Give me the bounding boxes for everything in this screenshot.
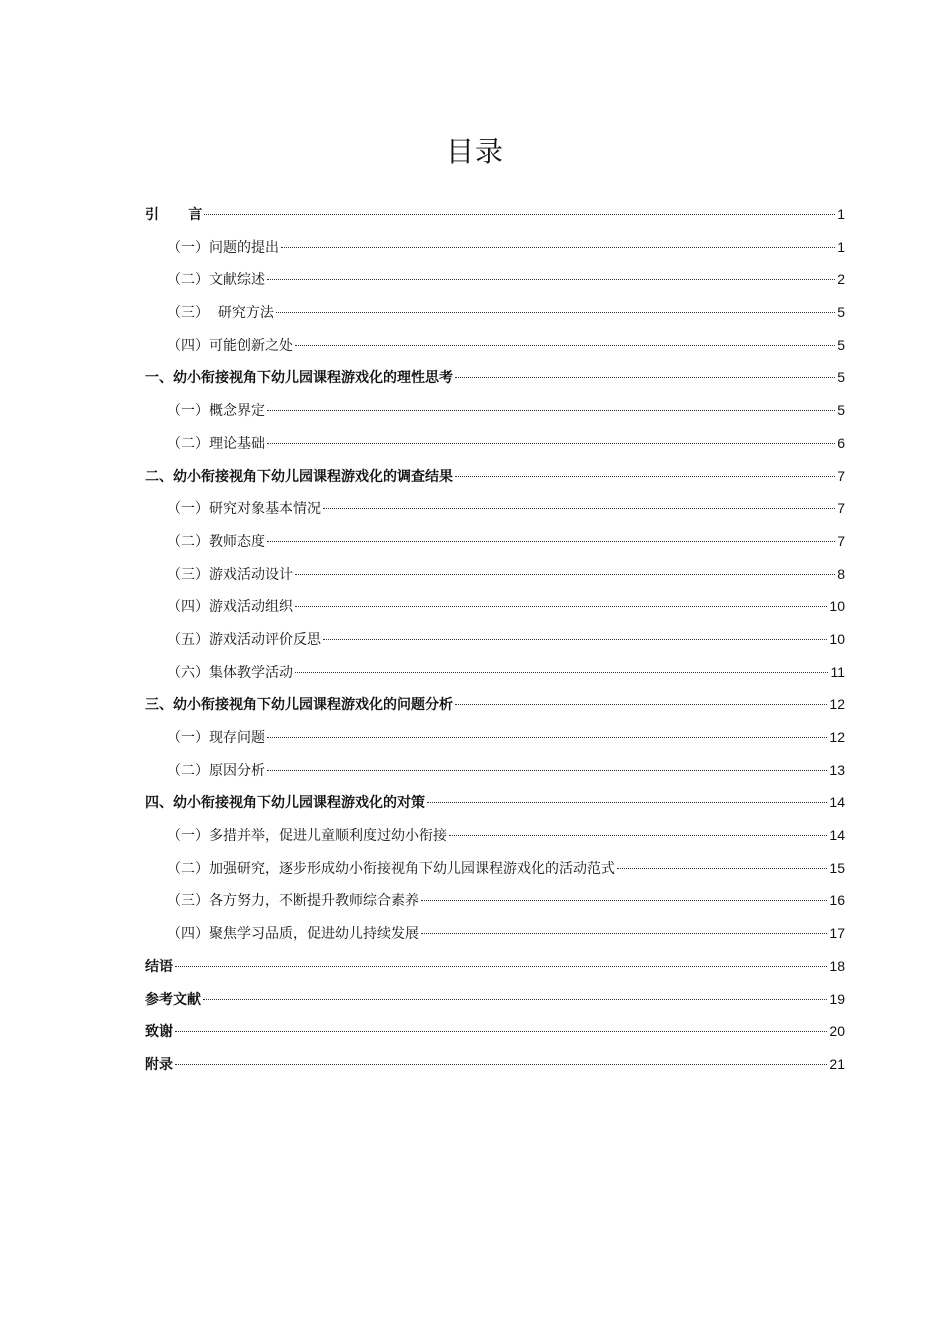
- toc-entry[interactable]: [145, 852, 845, 885]
- dot-leader: [267, 279, 835, 280]
- toc-entry[interactable]: [145, 394, 845, 427]
- toc-entry-label: （二）原因分析: [167, 762, 265, 779]
- dot-leader: [276, 312, 835, 313]
- toc-entry-page-number: 5: [837, 304, 845, 321]
- dot-leader: [427, 802, 827, 803]
- toc-entry[interactable]: [145, 754, 845, 787]
- toc-entry-page-number: 11: [830, 663, 845, 680]
- toc-entry-label: （四）聚焦学习品质，促进幼儿持续发展: [167, 926, 419, 943]
- toc-entry-page-number: 12: [829, 696, 845, 713]
- toc-entry[interactable]: [145, 884, 845, 917]
- toc-entry-label: 引 言: [145, 207, 203, 223]
- toc-entry-page-number: 12: [829, 729, 845, 745]
- dot-leader: [455, 704, 827, 705]
- toc-entry[interactable]: [145, 460, 845, 493]
- toc-entry-page-number: 10: [829, 630, 845, 647]
- toc-entry-page-number: 17: [829, 925, 845, 942]
- toc-entry[interactable]: [145, 296, 845, 329]
- toc-entry-label: （一）多措并举，促进儿童顺利度过幼小衔接: [167, 828, 447, 845]
- toc-entry-page-number: 7: [837, 500, 845, 517]
- toc-entry[interactable]: [145, 623, 845, 656]
- dot-leader: [175, 1031, 827, 1032]
- toc-entry-page-number: 1: [837, 206, 845, 222]
- toc-entry-label: （五）游戏活动评价反思: [167, 631, 321, 648]
- toc-entry-page-number: 2: [837, 271, 845, 288]
- toc-entry-label: 一、幼小衔接视角下幼儿园课程游戏化的理性思考: [145, 370, 453, 387]
- toc-entry[interactable]: [145, 1015, 845, 1048]
- toc-entry-page-number: 21: [829, 1055, 845, 1072]
- toc-entry-page-number: 5: [837, 402, 845, 419]
- toc-entry-page-number: 14: [829, 794, 845, 811]
- toc-entry-label: 结语: [145, 958, 173, 975]
- dot-leader: [295, 574, 835, 575]
- toc-entry[interactable]: [145, 983, 845, 1016]
- toc-entry[interactable]: [145, 329, 845, 362]
- toc-entry-label: （六）集体教学活动: [167, 664, 293, 681]
- toc-entry-page-number: 7: [837, 467, 845, 484]
- toc-entry-page-number: 7: [837, 532, 845, 549]
- toc-entry-label: （四）可能创新之处: [167, 337, 293, 354]
- toc-title: 目录: [445, 135, 504, 168]
- toc-entry[interactable]: [145, 721, 845, 754]
- toc-entry[interactable]: [145, 917, 845, 950]
- toc-entry-label: （一）概念界定: [167, 403, 265, 420]
- dot-leader: [455, 377, 835, 378]
- toc-entry-label: 二、幼小衔接视角下幼儿园课程游戏化的调查结果: [145, 468, 453, 485]
- toc-entry-label: （三） 研究方法: [167, 305, 274, 322]
- toc-entry[interactable]: [145, 786, 845, 819]
- toc-entry[interactable]: [145, 558, 845, 591]
- toc-entry-page-number: 5: [837, 369, 845, 386]
- toc-entry-label: （三）各方努力，不断提升教师综合素养: [167, 893, 419, 910]
- dot-leader: [295, 672, 828, 673]
- dot-leader: [323, 639, 827, 640]
- dot-leader: [267, 770, 827, 771]
- table-of-contents: [145, 198, 845, 1081]
- toc-entry-page-number: 14: [829, 827, 845, 844]
- toc-entry[interactable]: [145, 263, 845, 296]
- toc-entry-label: （一）问题的提出: [167, 239, 279, 256]
- toc-entry-page-number: 10: [829, 598, 845, 615]
- toc-entry[interactable]: [145, 590, 845, 623]
- toc-entry-page-number: 6: [837, 434, 845, 451]
- dot-leader: [267, 443, 835, 444]
- toc-entry-page-number: 13: [829, 761, 845, 778]
- toc-entry[interactable]: [145, 819, 845, 852]
- dot-leader: [204, 214, 835, 215]
- toc-entry-label: （二）理论基础: [167, 435, 265, 452]
- toc-entry-page-number: 8: [837, 565, 845, 582]
- dot-leader: [421, 933, 827, 934]
- dot-leader: [175, 1064, 827, 1065]
- dot-leader: [323, 508, 835, 509]
- toc-entry[interactable]: [145, 525, 845, 558]
- toc-entry-label: 三、幼小衔接视角下幼儿园课程游戏化的问题分析: [145, 697, 453, 714]
- dot-leader: [295, 345, 835, 346]
- dot-leader: [455, 476, 835, 477]
- toc-entry[interactable]: [145, 231, 845, 264]
- toc-entry-page-number: 1: [837, 238, 845, 255]
- toc-entry[interactable]: [145, 688, 845, 721]
- toc-entry[interactable]: [145, 361, 845, 394]
- toc-entry[interactable]: [145, 656, 845, 689]
- toc-entry-page-number: 16: [829, 892, 845, 909]
- toc-entry-label: （三）游戏活动设计: [167, 566, 293, 583]
- toc-entry[interactable]: [145, 198, 845, 231]
- toc-entry-page-number: 15: [829, 859, 845, 876]
- toc-entry-label: （一）研究对象基本情况: [167, 501, 321, 518]
- dot-leader: [267, 541, 835, 542]
- toc-entry[interactable]: [145, 1048, 845, 1081]
- toc-entry-label: （二）加强研究，逐步形成幼小衔接视角下幼儿园课程游戏化的活动范式: [167, 860, 615, 877]
- toc-entry-page-number: 20: [829, 1023, 845, 1040]
- toc-entry-label: 四、幼小衔接视角下幼儿园课程游戏化的对策: [145, 795, 425, 812]
- dot-leader: [175, 966, 827, 967]
- dot-leader: [281, 247, 835, 248]
- toc-entry[interactable]: [145, 950, 845, 983]
- toc-entry[interactable]: [145, 427, 845, 460]
- toc-entry-label: （二）教师态度: [167, 533, 265, 550]
- toc-entry-page-number: 19: [829, 990, 845, 1007]
- dot-leader: [267, 410, 835, 411]
- dot-leader: [295, 606, 827, 607]
- toc-entry-label: （一）现存问题: [167, 730, 265, 746]
- dot-leader: [617, 868, 827, 869]
- toc-entry-label: 致谢: [145, 1024, 173, 1041]
- toc-entry-page-number: 18: [829, 957, 845, 974]
- toc-entry-page-number: 5: [837, 336, 845, 353]
- toc-entry-label: 参考文献: [145, 991, 201, 1008]
- toc-entry[interactable]: [145, 492, 845, 525]
- toc-entry-label: （二）文献综述: [167, 272, 265, 289]
- dot-leader: [449, 835, 827, 836]
- dot-leader: [203, 999, 827, 1000]
- dot-leader: [421, 900, 827, 901]
- toc-entry-label: 附录: [145, 1056, 173, 1073]
- dot-leader: [267, 737, 827, 738]
- toc-entry-label: （四）游戏活动组织: [167, 599, 293, 616]
